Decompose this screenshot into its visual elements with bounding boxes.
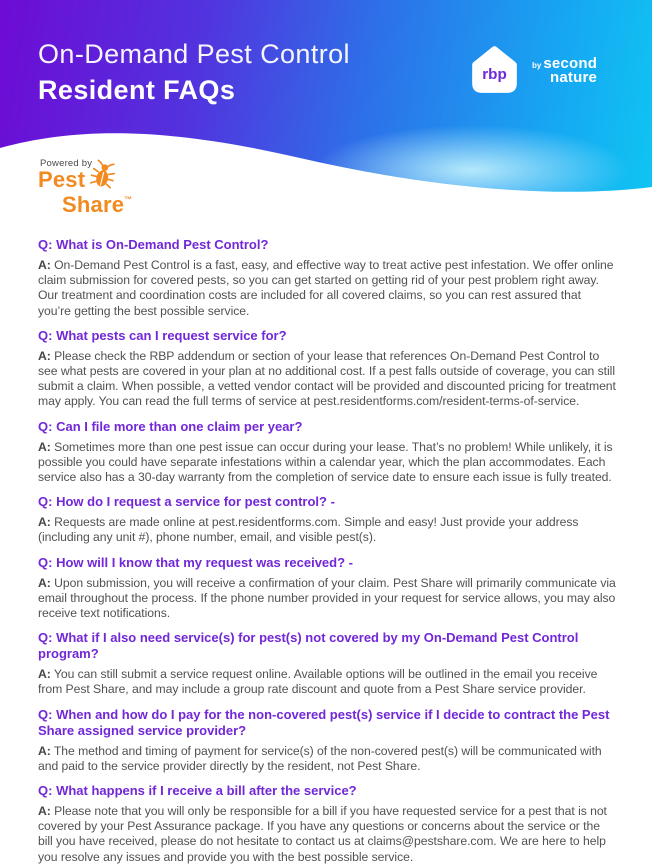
- faq-question: Q: How do I request a service for pest control? -: [38, 494, 335, 510]
- page-title-line2: Resident FAQs: [38, 75, 236, 105]
- faq-item: [38, 328, 616, 410]
- second-nature-line1: second: [543, 55, 598, 72]
- faq-question: Q: What pests can I request service for?: [38, 327, 287, 343]
- second-nature-line2: nature: [550, 68, 598, 86]
- second-nature-wordmark: [532, 57, 597, 84]
- by-label: by: [532, 61, 542, 70]
- trademark-symbol: ™: [124, 195, 133, 204]
- rbp-second-nature-logo: [466, 42, 597, 99]
- faq-question: Q: When and how do I pay for the non-covered pest(s) service if I decide to contract the Pest Share assigned service provider?: [38, 706, 610, 738]
- faq-answer: A: On-Demand Pest Control is a fast, easy, and effective way to treat active pest infestation. We offer online claim submission for covered pests, so you can get started on getting rid of your pest problem right away. Our treatment and coordination costs are included for all covered claims, so you can rest assured that you’re getting the best possible service.: [38, 258, 614, 318]
- pestshare-word-pest: Pest: [38, 167, 86, 192]
- faq-answer: A: Sometimes more than one pest issue can occur during your lease. That’s no problem! While unlikely, it is possible you could have separate infestations within a calendar year, which the plan accommodates. Each service also has a 30-day warranty from the completion of service date to ensure each issue is fully treated.: [38, 439, 613, 485]
- faq-answer: A: Please note that you will only be responsible for a bill if you have requested service for a pest that is not covered by your Pest Assurance package. If you have any questions or concerns about the service or the bill you have received, please do not hesitate to contact us at claims@pestshare.com. We are here to help you resolve any issues and provide you with the best possible service.: [38, 804, 607, 864]
- faq-answer: A: Requests are made online at pest.residentforms.com. Simple and easy! Just provide your address (including any unit #), phone number, email, and visible pest(s).: [38, 515, 579, 545]
- pestshare-logo: [38, 158, 132, 215]
- page-title: [38, 36, 350, 108]
- faq-item: [38, 237, 616, 319]
- faq-item: [38, 494, 616, 545]
- faq-question: Q: Can I file more than one claim per year?: [38, 418, 303, 434]
- beetle-icon: [88, 159, 118, 192]
- faq-item: [38, 707, 616, 774]
- faq-answer: A: Upon submission, you will receive a confirmation of your claim. Pest Share will primarily communicate via email throughout the process. If the phone number provided in your request for service allows, you may also receive text notifications.: [38, 575, 616, 621]
- faq-list: [0, 231, 652, 865]
- rbp-badge-text: rbp: [482, 66, 507, 84]
- faq-item: [38, 555, 616, 622]
- pestshare-word-share: Share™: [62, 192, 133, 217]
- faq-item: [38, 630, 616, 697]
- powered-by-label: Powered by: [40, 158, 93, 169]
- rbp-badge-icon: [466, 42, 523, 99]
- faq-item: [38, 783, 616, 865]
- header-banner: [0, 0, 652, 231]
- faq-question: Q: What if I also need service(s) for pest(s) not covered by my On-Demand Pest Control program?: [38, 630, 579, 662]
- faq-answer: A: Please check the RBP addendum or section of your lease that references On-Demand Pest Control to see what pests are covered in your plan at no additional cost. If a pest falls outside of coverage, you can still submit a claim. When possible, a vetted vendor contact will be provided and discounted pricing for treatment may apply. You can read the full terms of service at pest.residentforms.com/resident-terms-of-service.: [38, 348, 616, 409]
- faq-question: Q: What happens if I receive a bill after the service?: [38, 783, 357, 799]
- faq-question: Q: What is On-Demand Pest Control?: [38, 237, 269, 252]
- faq-question: Q: How will I know that my request was received? -: [38, 554, 353, 570]
- faq-answer: A: You can still submit a service request online. Available options will be outlined in the email you receive from Pest Share, and may include a group rate discount and quote from a Pest Share service provider.: [38, 667, 598, 697]
- faq-answer: A: The method and timing of payment for service(s) of the non-covered pest(s) will be communicated with and paid to the service provider directly by the resident, not Pest Share.: [38, 743, 602, 773]
- faq-item: [38, 419, 616, 486]
- page-title-line1: On-Demand Pest Control: [38, 39, 350, 69]
